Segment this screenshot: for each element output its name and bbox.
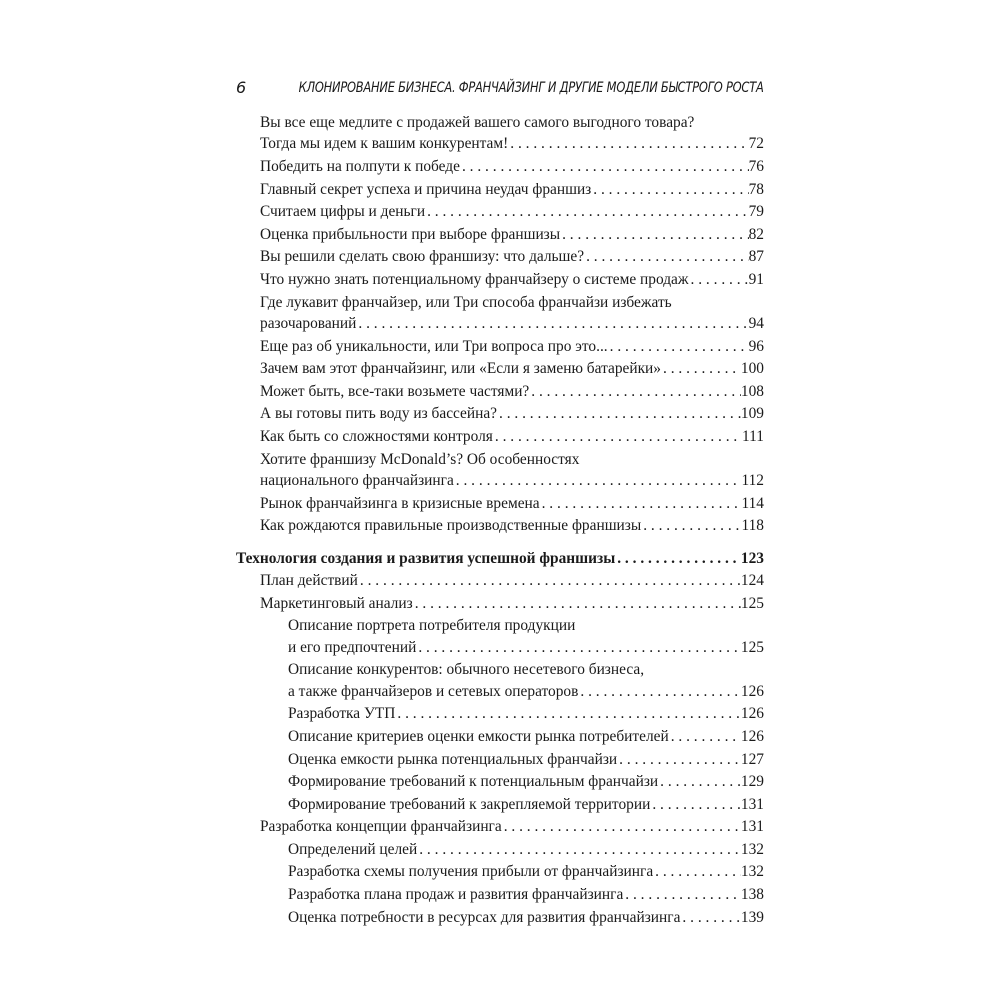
dot-leader [413,593,741,614]
dot-leader [417,839,741,860]
running-head [236,76,764,100]
toc-entry-title: Формирование требований к потенциальным франчайзи [288,773,659,791]
dot-leader [395,703,741,724]
toc-entry [236,201,764,222]
dot-leader [497,403,741,424]
toc-page-number: 126 [740,727,764,745]
toc-page-number: 132 [740,863,764,881]
toc-page-number: 108 [740,382,764,400]
dot-leader [578,681,741,702]
dot-leader [529,381,741,402]
toc-entry-row [260,201,764,222]
toc-page-number: 126 [740,682,764,700]
toc-page-number: 129 [740,773,764,791]
toc-page-number: 124 [740,572,764,590]
dot-leader [669,726,741,747]
toc-entry [236,403,764,424]
toc-entry-row [260,156,764,177]
toc-entry-title: Разработка концепции франчайзинга [260,818,502,836]
toc-page-number: 94 [748,314,764,332]
toc-entry [236,156,764,177]
toc-entry-title: Рынок франчайзинга в кризисные времена [260,494,540,512]
toc-page-number: 118 [741,517,764,535]
toc-page-number: 131 [740,818,764,836]
toc-entry-title: Оценка прибыльности при выборе франшизы [260,225,561,243]
toc-entry-row [260,179,764,200]
toc-entry [236,292,764,335]
dot-leader [623,884,741,905]
dot-leader [416,637,741,658]
toc-entry-row [260,515,764,536]
dot-leader [584,246,749,267]
dot-leader [493,426,742,447]
dot-leader [460,156,749,177]
toc-entry [236,570,764,591]
toc-entry [236,593,764,614]
toc-entry [236,449,764,492]
toc-entry-title: А вы готовы пить воду из бассейна? [260,405,498,423]
toc-entry-title: Еще раз об уникальности, или Три вопроса про это... [260,337,608,355]
toc-page-number: 100 [740,360,764,378]
toc-entry-title: Описание критериев оценки емкости рынка потребителей [288,727,669,745]
dot-leader [641,515,741,536]
toc-entry-title: Вы решили сделать свою франшизу: что дальше? [260,248,585,266]
toc-entry-row [288,884,764,905]
toc-entry-row [260,224,764,245]
toc-entry-title: Разработка УТП [288,705,396,723]
toc-entry-title: Маркетинговый анализ [260,594,413,612]
toc-entry-row [288,771,764,792]
toc-entry-row [288,907,764,928]
toc-entry [236,336,764,357]
toc-page-number: 96 [748,337,764,355]
toc-entry-row [288,681,764,702]
toc-entry [236,749,764,770]
toc-entry [236,269,764,290]
toc-entry [236,839,764,860]
dot-leader [661,358,741,379]
toc-page-number: 112 [741,471,764,489]
toc-entry-row [260,493,764,514]
toc-page-number: 109 [740,405,764,423]
toc-page-number: 78 [748,180,764,198]
toc-entry-row [288,637,764,658]
toc-entry-row [260,358,764,379]
book-page [236,76,764,929]
toc-entry-title: Как быть со сложностями контроля [260,427,493,445]
dot-leader [680,907,740,928]
toc-entry [236,861,764,882]
toc-entry-row [260,246,764,267]
toc-page-number: 125 [740,594,764,612]
toc-entry-title: Может быть, все-таки возьмете частями? [260,382,530,400]
toc-entry-title: Считаем цифры и деньги [260,203,426,221]
toc-entry-title: национального франчайзинга [260,471,454,489]
toc-entry [236,794,764,815]
toc-page-number: 139 [740,908,764,926]
toc-entry-row [236,548,764,569]
toc-entry [236,224,764,245]
dot-leader [508,133,748,154]
toc-entry-row [260,133,764,154]
toc-entry [236,907,764,928]
toc-entry [236,515,764,536]
toc-entry-row [260,381,764,402]
toc-entry [236,816,764,837]
table-of-contents [236,112,764,928]
toc-entry-title-line: Описание портрета потребителя продукции [288,617,576,635]
dot-leader [540,493,742,514]
toc-page-number: 82 [748,225,764,243]
toc-page-number: 127 [740,750,764,768]
toc-entry-row [260,593,764,614]
toc-entry-title: Победить на полпути к победе [260,158,460,175]
dot-leader [454,470,742,491]
toc-page-number: 131 [740,795,764,813]
toc-entry-title: План действий [260,572,358,590]
toc-entry-row [288,861,764,882]
toc-page-number: 79 [748,203,764,221]
toc-entry-title: Как рождаются правильные производственные франшизы [260,517,642,535]
toc-entry [236,246,764,267]
dot-leader [358,570,741,591]
page-number: 6 [236,78,246,97]
toc-entry [236,726,764,747]
toc-page-number: 123 [740,549,764,567]
toc-page-number: 76 [748,158,764,175]
toc-entry [236,381,764,402]
toc-entry-title-line: Где лукавит франчайзер, или Три способа франчайзи избежать [260,293,672,311]
toc-entry-title: Оценка емкости рынка потенциальных франчайзи [288,750,618,768]
toc-entry-title: Главный секрет успеха и причина неудач франшиз [260,180,592,198]
toc-section-entry [236,548,764,569]
toc-entry-row [288,839,764,860]
toc-entry [236,615,764,658]
toc-page-number: 125 [740,638,764,656]
toc-entry-row [260,470,764,491]
dot-leader [560,224,749,245]
toc-entry [236,771,764,792]
toc-entry-title-line: Вы все еще медлите с продажей вашего самого выгодного товара? [260,114,695,131]
toc-entry [236,112,764,155]
toc-page-number: 87 [748,248,764,266]
toc-entry-row [260,816,764,837]
dot-leader [356,313,748,334]
toc-entry-title: разочарований [260,314,357,332]
toc-entry [236,703,764,724]
dot-leader [608,336,749,357]
toc-entry-title: а также франчайзеров и сетевых операторов [288,682,579,700]
dot-leader [617,749,741,770]
toc-entry [236,426,764,447]
dot-leader [425,201,749,222]
dot-leader [591,179,748,200]
toc-entry-title: Оценка потребности в ресурсах для развития франчайзинга [288,908,681,926]
toc-entry-title: Тогда мы идем к вашим конкурентам! [260,135,509,153]
toc-entry-row [288,794,764,815]
toc-page-number: 111 [742,427,764,445]
toc-entry-title-line: Описание конкурентов: обычного несетевого бизнеса, [288,661,645,679]
toc-entry [236,179,764,200]
dot-leader [502,816,741,837]
toc-page-number: 72 [748,135,764,153]
toc-entry-title: Технология создания и развития успешной франшизы [236,549,616,567]
toc-page-number: 91 [748,270,764,288]
toc-entry-row [260,336,764,357]
toc-entry-row [260,570,764,591]
toc-entry [236,659,764,702]
toc-entry-row [288,703,764,724]
dot-leader [650,794,741,815]
toc-entry-title: Зачем вам этот франчайзинг, или «Если я заменю батарейки» [260,360,661,378]
toc-entry-title: и его предпочтений [288,638,417,656]
toc-entry-title-line: Хотите франшизу McDonald’s? Об особенностях [260,450,580,468]
running-head-title: КЛОНИРОВАНИЕ БИЗНЕСА. ФРАНЧАЙЗИНГ И ДРУГИЕ МОДЕЛИ БЫСТРОГО РОСТА [299,80,764,96]
toc-entry-row [288,749,764,770]
toc-entry-row [260,403,764,424]
toc-entry-row [288,726,764,747]
dot-leader [689,269,749,290]
toc-page-number: 126 [740,705,764,723]
toc-entry [236,493,764,514]
toc-entry-title: Определений целей [288,840,418,858]
toc-page-number: 138 [740,886,764,904]
toc-entry-title: Разработка плана продаж и развития франчайзинга [288,886,624,904]
toc-entry-row [260,426,764,447]
toc-entry-row [260,313,764,334]
dot-leader [658,771,741,792]
toc-page-number: 114 [741,494,764,512]
toc-entry [236,358,764,379]
toc-entry-title: Разработка схемы получения прибыли от франчайзинга [288,863,654,881]
toc-entry-row [260,269,764,290]
toc-entry [236,884,764,905]
dot-leader [615,548,741,569]
toc-page-number: 132 [740,840,764,858]
dot-leader [653,861,741,882]
toc-entry-title: Что нужно знать потенциальному франчайзеру о системе продаж [260,270,689,288]
toc-entry-title: Формирование требований к закрепляемой территории [288,795,651,813]
